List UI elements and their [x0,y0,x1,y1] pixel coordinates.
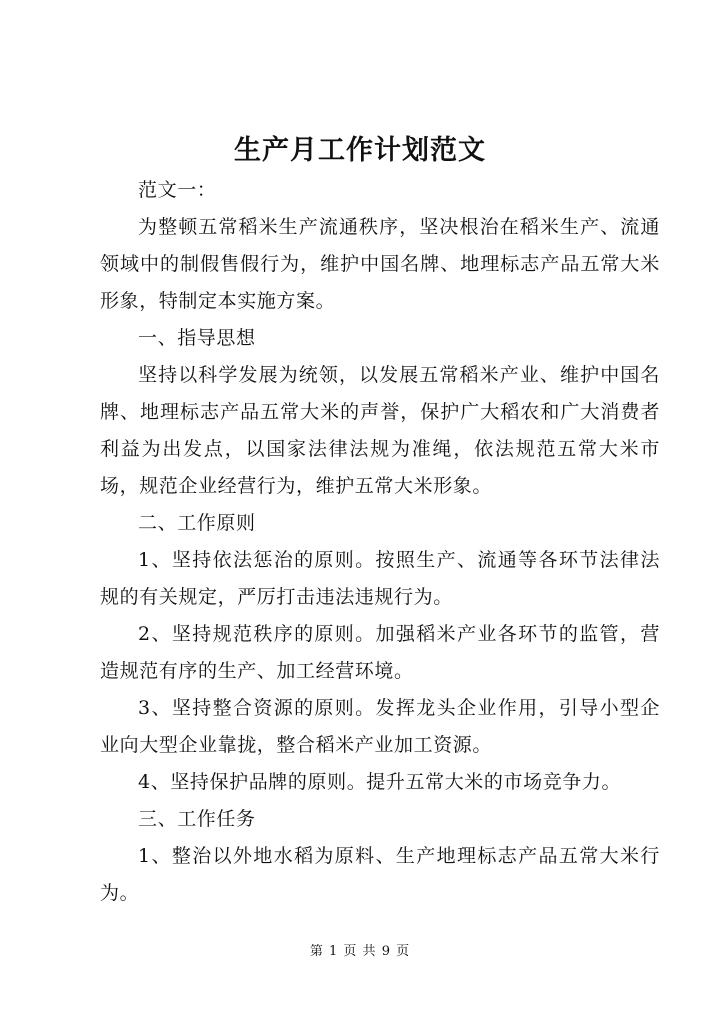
paragraph: 范文一： [138,179,217,201]
paragraph: 4、坚持保护品牌的原则。提升五常大米的市场竞争力。 [138,771,622,793]
page-number-footer: 第 1 页 共 9 页 [309,944,411,959]
paragraph: 坚持以科学发展为统领，以发展五常稻米产业、维护中国名牌、地理标志产品五常大米的声誉，保护广大稻农和广大消费者利益为出发点，以国家法律法规为准绳，依法规范五常大米市场，规范企业经营行为，维护五常大米形象。 [100,364,660,497]
paragraph: 为整顿五常稻米生产流通秩序，坚决根治在稻米生产、流通领域中的制假售假行为，维护中国名牌、地理标志产品五常大米形象，特制定本实施方案。 [100,216,660,312]
document-body [100,172,660,912]
section-heading: 二、工作原则 [138,512,256,534]
paragraph: 2、坚持规范秩序的原则。加强稻米产业各环节的监管，营造规范有序的生产、加工经营环境。 [100,623,660,682]
section-heading: 一、指导思想 [138,327,256,349]
paragraph: 1、整治以外地水稻为原料、生产地理标志产品五常大米行为。 [100,845,660,904]
section-heading: 三、工作任务 [138,808,256,830]
document-title: 生产月工作计划范文 [234,135,486,166]
paragraph: 1、坚持依法惩治的原则。按照生产、流通等各环节法律法规的有关规定，严厉打击违法违规行为。 [100,549,660,608]
paragraph: 3、坚持整合资源的原则。发挥龙头企业作用，引导小型企业向大型企业靠拢，整合稻米产业加工资源。 [100,697,660,756]
